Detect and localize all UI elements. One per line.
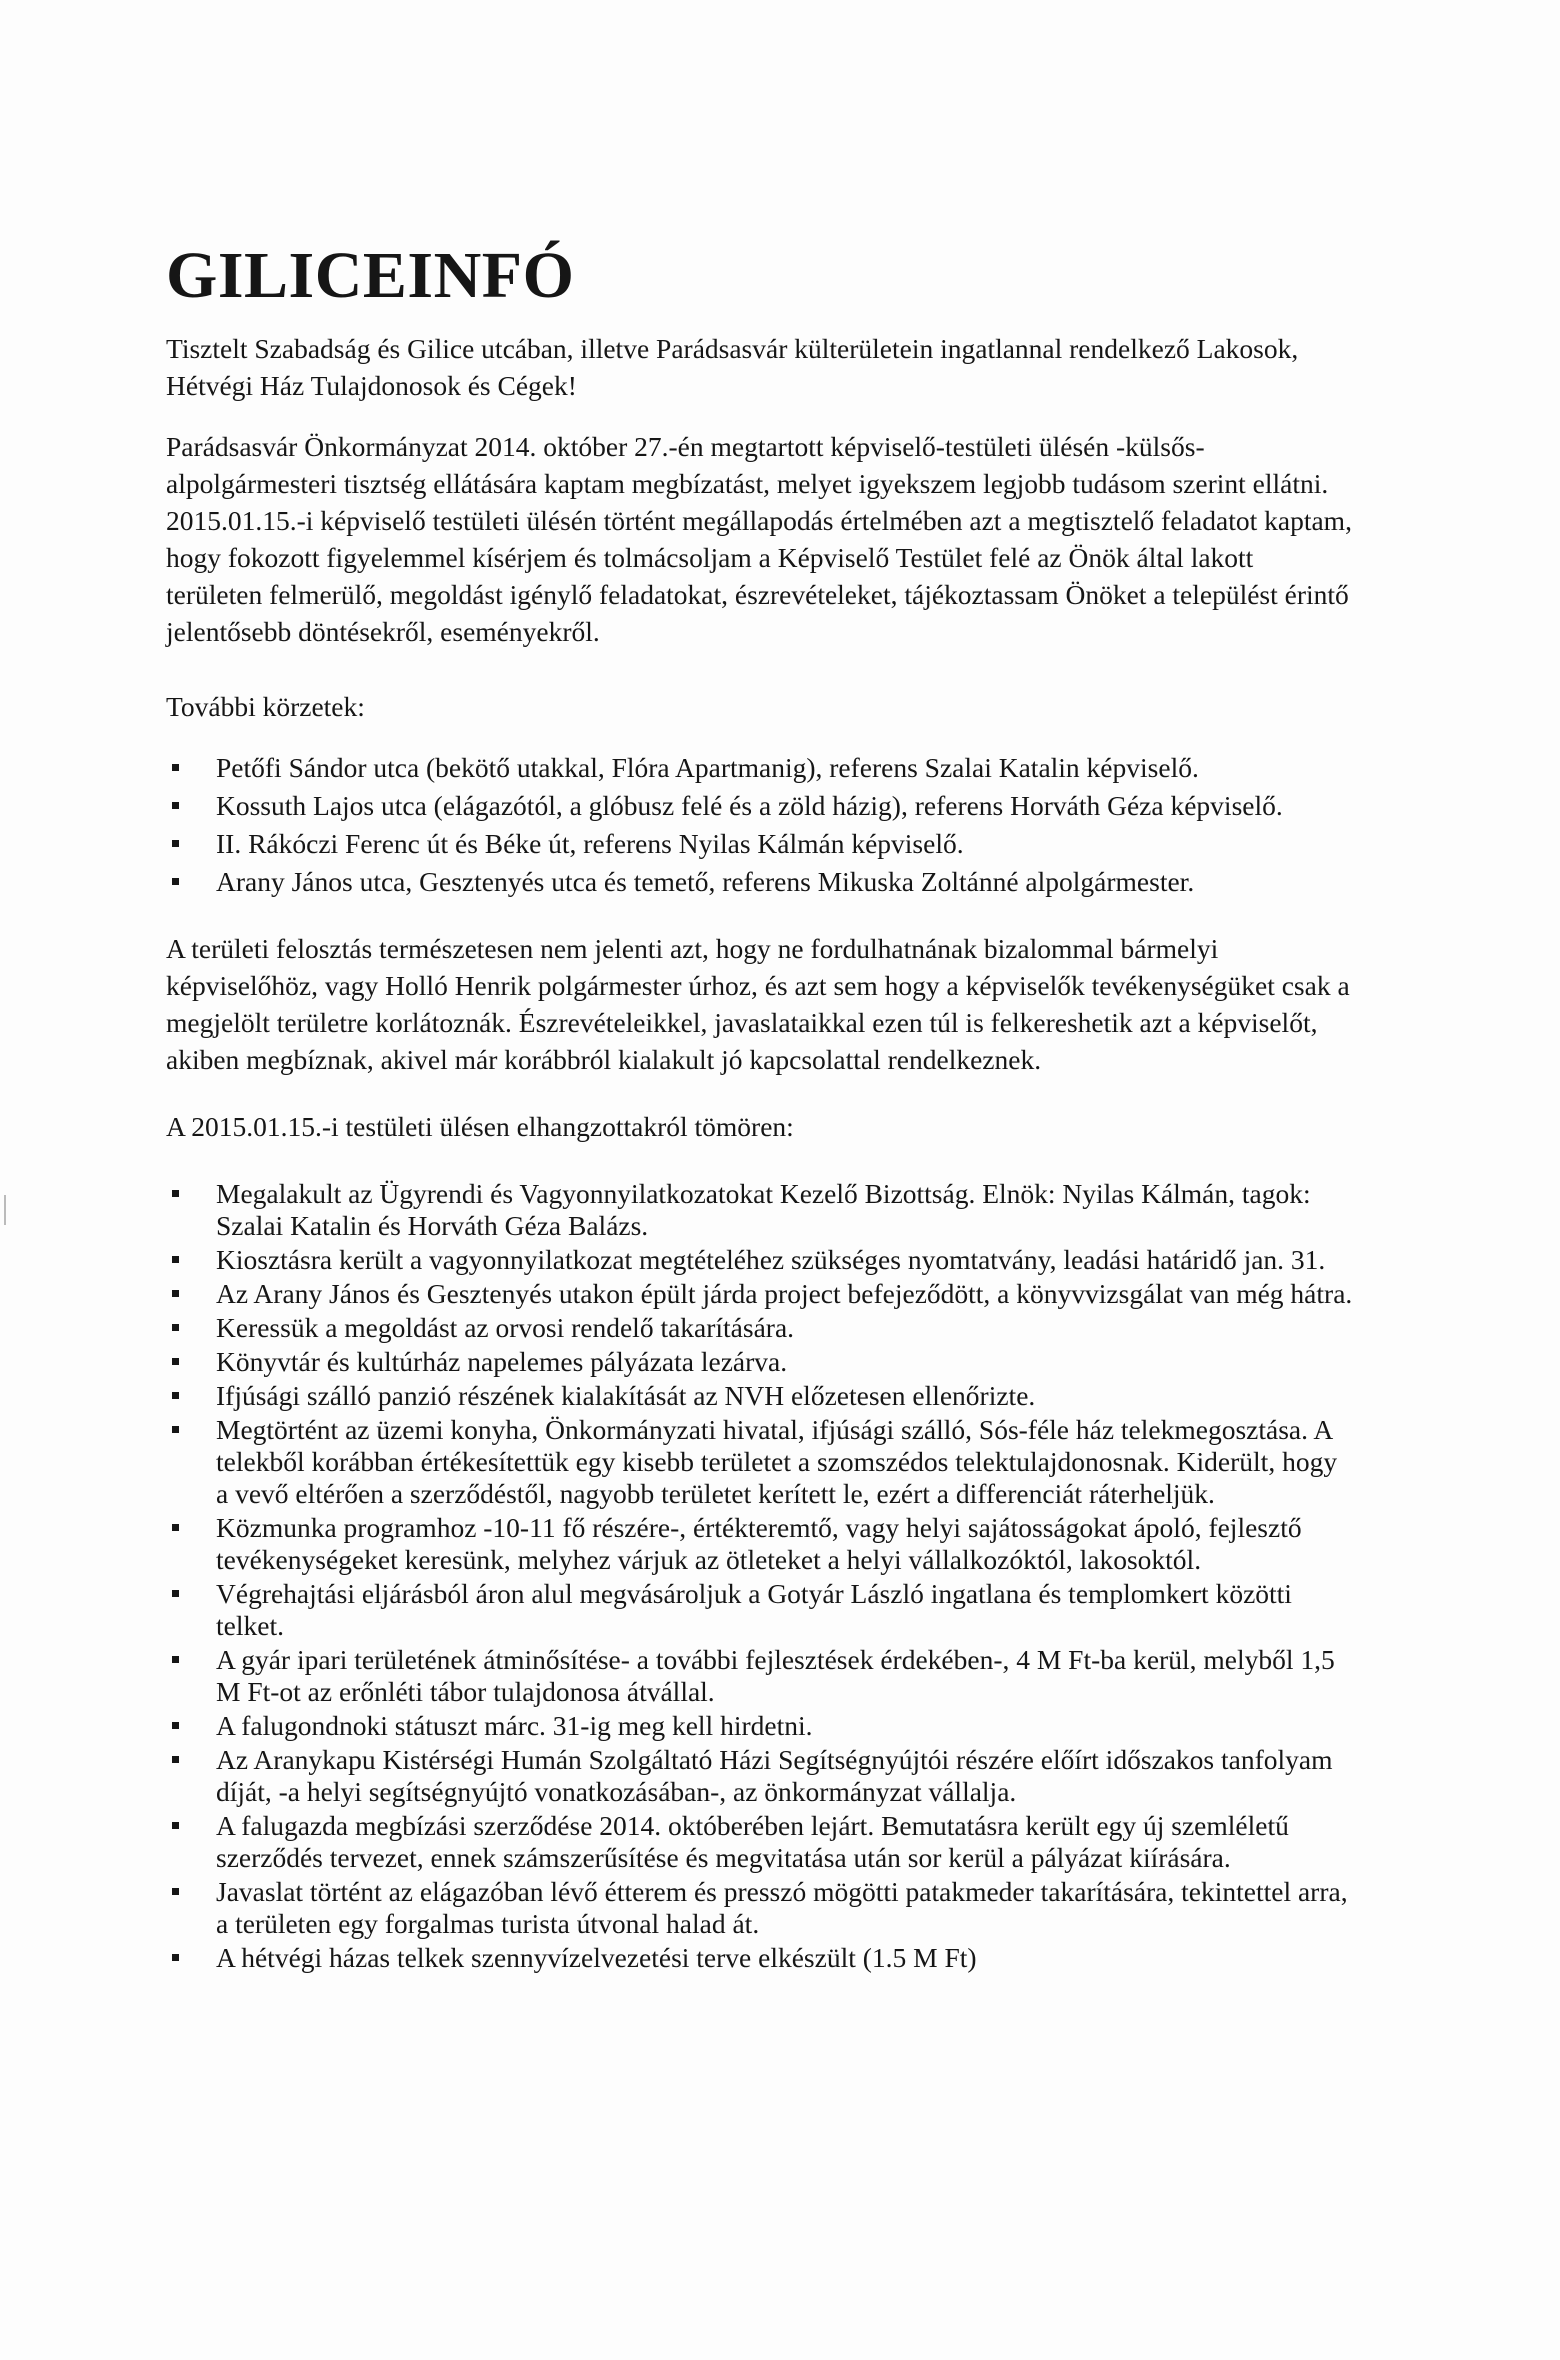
bullet-icon [172, 1888, 179, 1895]
bullet-icon [172, 802, 179, 809]
list-item: Kiosztásra került a vagyonnyilatkozat megtételéhez szükséges nyomtatvány, leadási határidő jan. 31. [166, 1244, 1356, 1276]
districts-heading: További körzetek: [166, 691, 365, 722]
list-item: Az Arany János és Gesztenyés utakon épült járda project befejeződött, a könyvvizsgálat van még hátra. [166, 1278, 1356, 1310]
intro-paragraph: Parádsasvár Önkormányzat 2014. október 27.-én megtartott képviselő-testületi ülésén -külsős-alpolgármesteri tisztség ellátására kaptam megbízatást, melyet igyekszem legjobb tudásom szerint ellátni. 2015.01.15.-i képviselő testületi ülésén történt megállapodás értelmében azt a megtisztelő feladatot kaptam, hogy fokozott figyelemmel kísérjem és tolmácsoljam a Képviselő Testület felé az Önök által lakott területen felmerülő, megoldást igénylő feladatokat, észrevételeket, tájékoztassam Önöket a települést érintő jelentősebb döntésekről, eseményekről. [166, 431, 1352, 647]
list-item: II. Rákóczi Ferenc út és Béke út, referens Nyilas Kálmán képviselő. [166, 828, 1356, 860]
bullet-icon [172, 1590, 179, 1597]
list-item: Petőfi Sándor utca (bekötő utakkal, Flóra Apartmanig), referens Szalai Katalin képviselő. [166, 752, 1356, 784]
bullet-icon [172, 1756, 179, 1763]
salutation-paragraph: Tisztelt Szabadság és Gilice utcában, illetve Parádsasvár külterületein ingatlannal rendelkező Lakosok, Hétvégi Ház Tulajdonosok és Cégek! [166, 333, 1299, 401]
bullet-icon [172, 1324, 179, 1331]
list-item: Az Aranykapu Kistérségi Humán Szolgáltató Házi Segítségnyújtói részére előírt időszakos tanfolyam díját, -a helyi segítségnyújtó vonatkozásában-, az önkormányzat vállalja. [166, 1744, 1356, 1808]
bullet-icon [172, 1290, 179, 1297]
bullet-icon [172, 1954, 179, 1961]
division-note-paragraph: A területi felosztás természetesen nem jelenti azt, hogy ne fordulhatnának bizalommal bármelyi képviselőhöz, vagy Holló Henrik polgármester úrhoz, és azt sem hogy a képviselők tevékenységüket csak a megjelölt területre korlátoznák. Észrevételeikkel, javaslataikkal ezen túl is felkereshetik azt a képviselőt, akiben megbíznak, akivel már korábbról kialakult jó kapcsolattal rendelkeznek. [166, 933, 1350, 1075]
list-item: A gyár ipari területének átminősítése- a további fejlesztések érdekében-, 4 M Ft-ba kerül, melyből 1,5 M Ft-ot az erőnléti tábor tulajdonosa átvállal. [166, 1644, 1356, 1708]
bullet-icon [172, 1358, 179, 1365]
bullet-icon [172, 1392, 179, 1399]
districts-list [166, 752, 1356, 904]
bullet-icon [172, 1190, 179, 1197]
bullet-icon [172, 764, 179, 771]
list-item: Keressük a megoldást az orvosi rendelő takarítására. [166, 1312, 1356, 1344]
list-item: A falugondnoki státuszt márc. 31-ig meg kell hirdetni. [166, 1710, 1356, 1742]
bullet-icon [172, 1722, 179, 1729]
bullet-icon [172, 878, 179, 885]
list-item: Végrehajtási eljárásból áron alul megvásároljuk a Gotyár László ingatlana és templomkert közötti telket. [166, 1578, 1356, 1642]
list-item: Megtörtént az üzemi konyha, Önkormányzati hivatal, ifjúsági szálló, Sós-féle ház telekmegosztása. A telekből korábban értékesítettük egy kisebb területet a szomszédos telektulajdonosnak. Kiderült, hogy a vevő eltérően a szerződéstől, nagyobb területet kerített le, ezért a differenciát ráterheljük. [166, 1414, 1356, 1510]
list-item: Ifjúsági szálló panzió részének kialakítását az NVH előzetesen ellenőrizte. [166, 1380, 1356, 1412]
bullet-icon [172, 1426, 179, 1433]
scan-speck [4, 1195, 6, 1225]
list-item: A hétvégi házas telkek szennyvízelvezetési terve elkészült (1.5 M Ft) [166, 1942, 1356, 1974]
list-item: Könyvtár és kultúrház napelemes pályázata lezárva. [166, 1346, 1356, 1378]
list-item: Javaslat történt az elágazóban lévő étterem és presszó mögötti patakmeder takarítására, tekintettel arra, a területen egy forgalmas turista útvonal halad át. [166, 1876, 1356, 1940]
list-item: Közmunka programhoz -10-11 fő részére-, értékteremtő, vagy helyi sajátosságokat ápoló, fejlesztő tevékenységeket keresünk, melyhez várjuk az ötleteket a helyi vállalkozóktól, lakosoktól. [166, 1512, 1356, 1576]
summary-heading: A 2015.01.15.-i testületi ülésen elhangzottakról tömören: [166, 1111, 794, 1142]
bullet-icon [172, 840, 179, 847]
bullet-icon [172, 1256, 179, 1263]
bullet-icon [172, 1656, 179, 1663]
list-item: Megalakult az Ügyrendi és Vagyonnyilatkozatokat Kezelő Bizottság. Elnök: Nyilas Kálmán, tagok: Szalai Katalin és Horváth Géza Balázs. [166, 1178, 1356, 1242]
document-title: GILICEINFÓ [166, 239, 575, 312]
bullet-icon [172, 1524, 179, 1531]
list-item: A falugazda megbízási szerződése 2014. októberében lejárt. Bemutatásra került egy új szemléletű szerződés tervezet, ennek számszerűsítése és megvitatása után sor kerül a pályázat kiírására. [166, 1810, 1356, 1874]
list-item: Kossuth Lajos utca (elágazótól, a glóbusz felé és a zöld házig), referens Horváth Géza képviselő. [166, 790, 1356, 822]
list-item: Arany János utca, Gesztenyés utca és temető, referens Mikuska Zoltánné alpolgármester. [166, 866, 1356, 898]
summary-list [166, 1178, 1356, 1976]
bullet-icon [172, 1822, 179, 1829]
